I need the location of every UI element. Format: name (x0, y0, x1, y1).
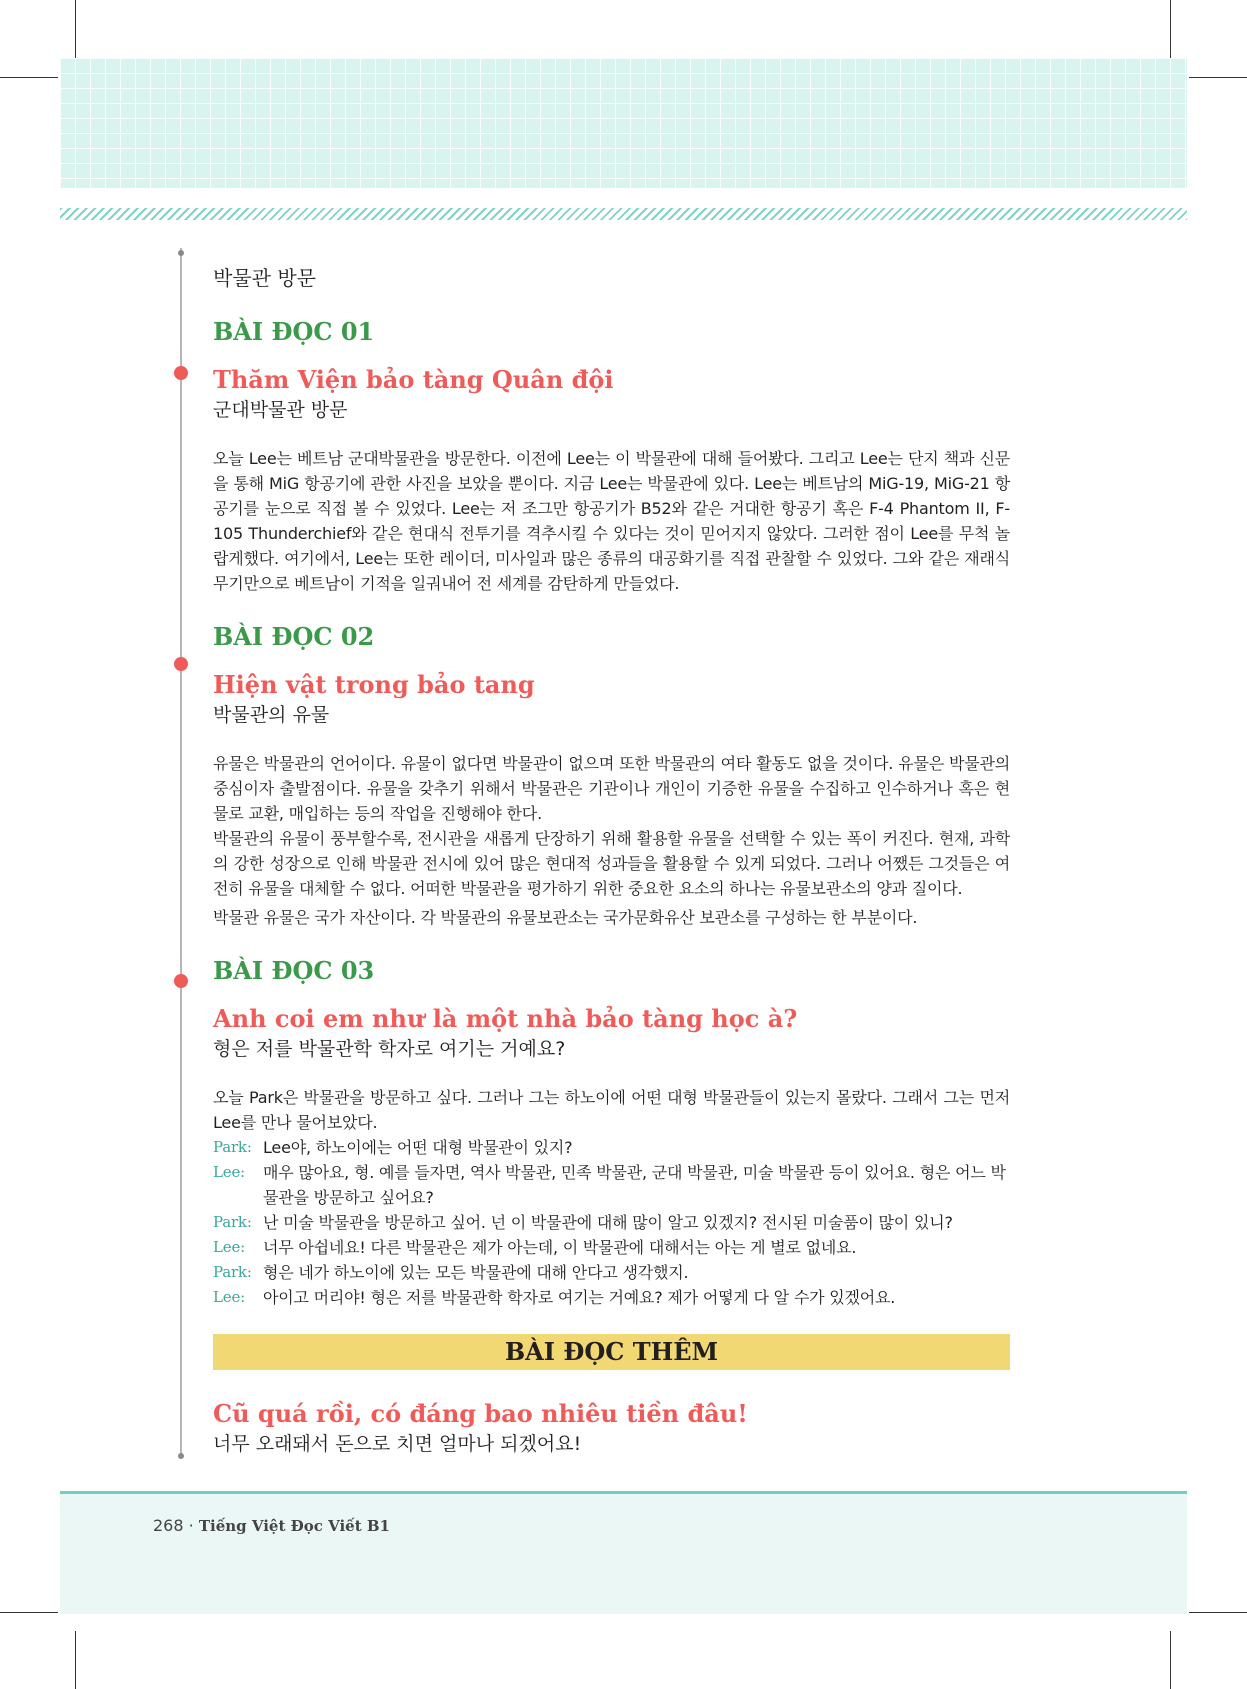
bullet-dot-reading3 (174, 974, 188, 988)
reading1-title: Thăm Viện bảo tàng Quân đội (213, 365, 614, 394)
dialog-speaker: Lee: (213, 1163, 245, 1181)
extra-reading-banner: BÀI ĐỌC THÊM (213, 1334, 1010, 1370)
reading1-subtitle: 군대박물관 방문 (213, 399, 348, 421)
footer (153, 1516, 390, 1535)
footer-band (60, 1494, 1187, 1614)
dialog-line (213, 1135, 1010, 1160)
page-number: 268 (153, 1516, 184, 1535)
reading1-paragraph: 오늘 Lee는 베트남 군대박물관을 방문한다. 이전에 Lee는 이 박물관에 대해 들어봤다. 그리고 Lee는 단지 책과 신문을 통해 MiG 항공기에 관한 사진을 보았을 뿐이다. 지금 Lee는 박물관에 있다. Lee는 베트남의 MiG-19, MiG-21 항공기를 눈으로 직접 볼 수 있었다. Lee는 저 조그만 항공기가 B52와 같은 거대한 항공기 혹은 F-4 Phantom II, F-105 Thunderchief와 같은 현대식 전투기를 격추시킬 수 있다는 것이 믿어지지 않았다. 그러한 점이 Lee를 무척 놀랍게했다. 여기에서, Lee는 또한 레이더, 미사일과 많은 종류의 대공화기를 직접 관찰할 수 있었다. 그와 같은 재래식 무기만으로 베트남이 기적을 일궈내어 전 세계를 감탄하게 만들었다. (213, 449, 1010, 593)
header-hatch-stripe (60, 208, 1187, 220)
extra-subtitle: 너무 오래돼서 돈으로 치면 얼마나 되겠어요! (213, 1433, 582, 1455)
reading3-dialog (213, 1085, 1010, 1310)
dialog-speaker: Park: (213, 1263, 252, 1281)
dialog-text: 매우 많아요, 형. 예를 들자면, 역사 박물관, 민족 박물관, 군대 박물관, 미술 박물관 등이 있어요. 형은 어느 박물관을 방문하고 싶어요? (263, 1163, 1006, 1207)
section-title-reading3: BÀI ĐỌC 03 (213, 956, 375, 985)
spine-top-dot (178, 250, 184, 256)
crop-mark (1170, 0, 1171, 58)
dialog-line (213, 1235, 1010, 1260)
crop-mark (0, 77, 58, 78)
dialog-line (213, 1285, 1010, 1310)
bullet-dot-reading1 (174, 366, 188, 380)
reading3-intro: 오늘 Park은 박물관을 방문하고 싶다. 그러나 그는 하노이에 어떤 대형 박물관들이 있는지 몰랐다. 그래서 그는 먼저 Lee를 만나 물어보았다. (213, 1088, 1010, 1132)
reading3-subtitle: 형은 저를 박물관학 학자로 여기는 거예요? (213, 1038, 566, 1060)
spine-bottom-dot (178, 1453, 184, 1459)
crop-mark (75, 0, 76, 58)
reading1-body (213, 446, 1010, 596)
book-title: Tiếng Việt Đọc Viết B1 (198, 1517, 390, 1535)
page-heading: 박물관 방문 (213, 266, 316, 290)
dialog-line (213, 1260, 1010, 1285)
reading3-title: Anh coi em như là một nhà bảo tàng học à? (213, 1004, 798, 1033)
reading2-body (213, 751, 1010, 930)
dialog-text: 아이고 머리야! 형은 저를 박물관학 학자로 여기는 거예요? 제가 어떻게 다 알 수가 있겠어요. (263, 1288, 896, 1307)
extra-title: Cũ quá rồi, có đáng bao nhiêu tiền đâu! (213, 1399, 748, 1428)
crop-mark (75, 1631, 76, 1689)
crop-mark (1189, 1612, 1247, 1613)
bullet-dot-reading2 (174, 657, 188, 671)
dialog-text: 형은 네가 하노이에 있는 모든 박물관에 대해 안다고 생각했지. (263, 1263, 689, 1282)
dialog-speaker: Lee: (213, 1238, 245, 1256)
crop-mark (1189, 77, 1247, 78)
dialog-text: 너무 아쉽네요! 다른 박물관은 제가 아는데, 이 박물관에 대해서는 아는 게 별로 없네요. (263, 1238, 857, 1257)
margin-spine-line (180, 248, 182, 1458)
reading2-paragraph-1: 유물은 박물관의 언어이다. 유물이 없다면 박물관이 없으며 또한 박물관의 여타 활동도 없을 것이다. 유물은 박물관의 중심이자 출발점이다. 유물을 갖추기 위해서 박물관은 기관이나 개인이 기증한 유물을 수집하고 인수하거나 혹은 현물로 교환, 매입하는 등의 작업을 진행해야 한다. (213, 754, 1010, 823)
dialog-line (213, 1210, 1010, 1235)
dialog-text: Lee야, 하노이에는 어떤 대형 박물관이 있지? (263, 1138, 573, 1157)
section-title-reading2: BÀI ĐỌC 02 (213, 622, 375, 651)
dialog-line (213, 1160, 1010, 1210)
crop-mark (0, 1612, 58, 1613)
dialog-speaker: Lee: (213, 1288, 245, 1306)
dialog-speaker: Park: (213, 1213, 252, 1231)
section-title-reading1: BÀI ĐỌC 01 (213, 317, 375, 346)
reading2-subtitle: 박물관의 유물 (213, 704, 330, 726)
dialog-text: 난 미술 박물관을 방문하고 싶어. 넌 이 박물관에 대해 많이 알고 있겠지? 전시된 미술품이 많이 있니? (263, 1213, 953, 1232)
page-content (213, 262, 1010, 1480)
reading2-paragraph-2: 박물관의 유물이 풍부할수록, 전시관을 새롭게 단장하기 위해 활용할 유물을 선택할 수 있는 폭이 커진다. 현재, 과학의 강한 성장으로 인해 박물관 전시에 있어 많은 현대적 성과들을 활용할 수 있게 되었다. 그러나 어쨌든 그것들은 여전히 유물을 대체할 수 없다. 어떠한 박물관을 평가하기 위한 중요한 요소의 하나는 유물보관소의 양과 질이다. (213, 829, 1010, 898)
header-grid-band (60, 58, 1187, 188)
crop-mark (1170, 1631, 1171, 1689)
reading2-paragraph-3: 박물관 유물은 국가 자산이다. 각 박물관의 유물보관소는 국가문화유산 보관소를 구성하는 한 부분이다. (213, 908, 918, 927)
footer-separator: · (188, 1516, 194, 1535)
reading2-title: Hiện vật trong bảo tang (213, 670, 535, 699)
dialog-speaker: Park: (213, 1138, 252, 1156)
